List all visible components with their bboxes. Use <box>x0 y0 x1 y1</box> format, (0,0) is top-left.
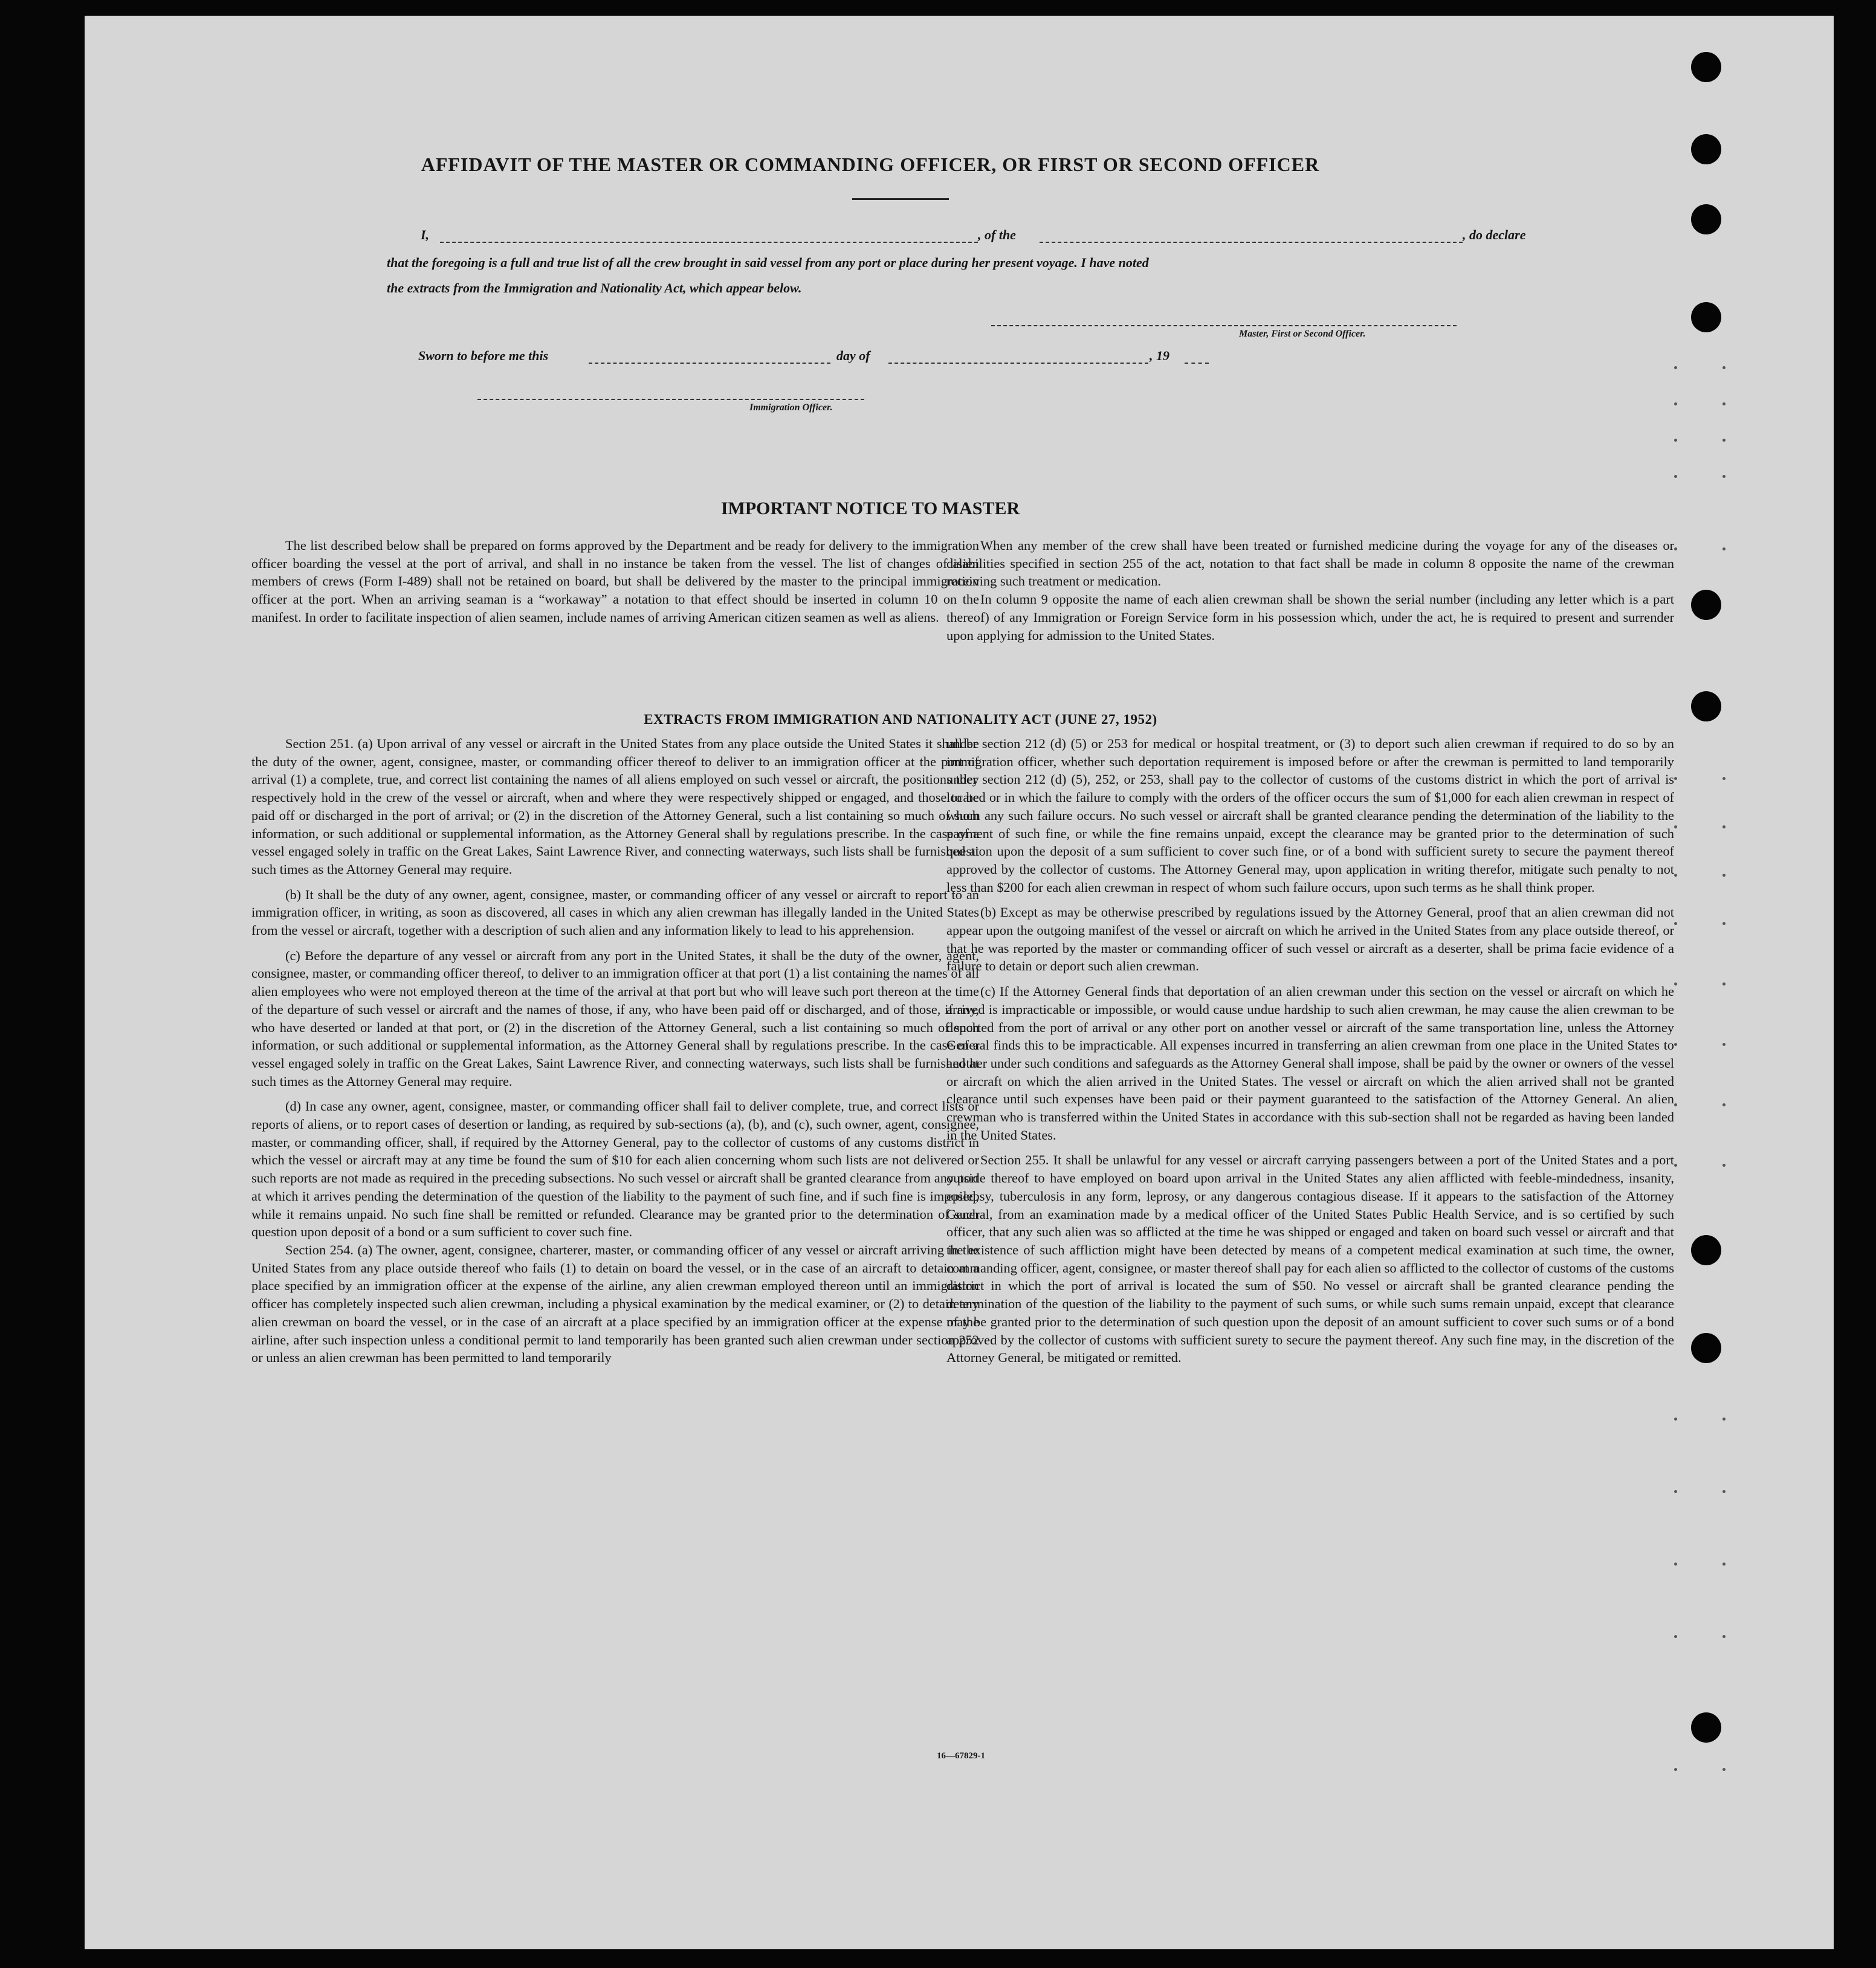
notice-left-column <box>251 537 979 627</box>
vessel-field[interactable] <box>1040 242 1463 243</box>
extracts-right-column <box>946 735 1674 1367</box>
year-label: , 19 <box>1150 348 1169 363</box>
extracts-left-column <box>251 735 979 1367</box>
day-of-label: day of <box>836 348 870 363</box>
sworn-day-field[interactable] <box>589 363 830 364</box>
title-rule <box>852 198 949 200</box>
sworn-label: Sworn to before me this <box>418 348 549 363</box>
extract-section-254c: (c) If the Attorney General finds that deportation of an alien crewman under this section on the vessel or aircraft on which he arrived is impracticable or impossible, or would cause undue hardship to such alien crewman, he may cause the alien crewman to be deported from the port of arrival or any other port on another vessel or aircraft of the same transportation line, unless the Attorney General finds this to be impracticable. All expenses incurred in transferring an alien crewman from one place in the United States to another under such conditions and safeguards as the Attorney General shall impose, shall be paid by the owner or owners of the vessel or aircraft on which the alien arrived in the United States. The vessel or aircraft on which the alien arrived shall not be granted clearance until such expenses have been paid or their payment guaranteed to the satisfaction of the Attorney General. An alien crewman who is transferred within the United States in accordance with this sub-section shall not be regarded as having been landed in the United States. <box>946 984 1674 1143</box>
notice-right-p1: When any member of the crew shall have been treated or furnished medicine during the voyage for any of the diseases or disabilities specified in section 255 of the act, notation to that fact shall be made in column 8 opposite the name of the crewman receiving such treatment or medication. <box>946 538 1674 589</box>
extract-section-254a: Section 254. (a) The owner, agent, consignee, charterer, master, or commanding officer of any vessel or aircraft arriving in the United States from any place outside thereof who fails (1) to detain on board the vessel, or in the case of an aircraft to detain at a place specified by an immigration officer at the expense of the airline, any alien crewman employed thereon until an immigration officer has completely inspected such alien crewman, including a physical examination by the medical examiner, or (2) to detain any alien crewman on board the vessel, or in the case of an aircraft at a place specified by an immigration officer at the expense of the airline, after such inspection unless a conditional permit to land temporarily has been granted such alien crewman under section 252 or unless an alien crewman has been permitted to land temporarily <box>251 1242 979 1366</box>
binder-hole <box>1691 691 1721 721</box>
extract-section-254b: (b) Except as may be otherwise prescribed by regulations issued by the Attorney General, proof that an alien crewman did not appear upon the outgoing manifest of the vessel or aircraft on which he arrived in the United States from any place outside thereof, or that he was reported by the master or commanding officer of such vessel or aircraft as a deserter, shall be prima facie evidence of a failure to detain or deport such alien crewman. <box>946 905 1674 974</box>
notice-left-text: The list described below shall be prepared on forms approved by the Department and be ready for delivery to the immigration officer boarding the vessel at the port of arrival, and shall in no instance be taken from the vessel. The list of changes of alien members of crews (Form I-489) shall not be retained on board, but shall be delivered by the master to the principal immigration officer at the port. When an arriving seaman is a “workaway” a notation to that effect should be inserted in column 10 on the manifest. In order to facilitate inspection of alien seamen, include names of arriving American citizen seamen as well as aliens. <box>251 538 979 625</box>
decl-line-2: the extracts from the Immigration and Nationality Act, which appear below. <box>387 280 802 295</box>
binder-hole <box>1691 302 1721 332</box>
decl-of-the: , of the <box>978 227 1016 242</box>
year-field[interactable] <box>1185 363 1209 364</box>
officer-caption: Immigration Officer. <box>749 402 833 413</box>
extracts-title: EXTRACTS FROM IMMIGRATION AND NATIONALITY ACT (JUNE 27, 1952) <box>644 712 1157 727</box>
form-number: 16—67829-1 <box>937 1751 985 1761</box>
decl-line-1: that the foregoing is a full and true list of all the crew brought in said vessel from any port or place during her present voyage. I have noted <box>387 255 1149 270</box>
affidavit-title: AFFIDAVIT OF THE MASTER OR COMMANDING OFFICER, OR FIRST OR SECOND OFFICER <box>421 153 1320 175</box>
master-caption: Master, First or Second Officer. <box>1239 329 1366 339</box>
binder-hole <box>1691 1235 1721 1265</box>
name-field[interactable] <box>440 242 978 243</box>
binder-hole <box>1691 52 1721 82</box>
document-page <box>85 16 1834 1949</box>
notice-title: IMPORTANT NOTICE TO MASTER <box>720 498 1020 518</box>
notice-right-column <box>946 537 1674 644</box>
decl-i: I, <box>421 227 430 242</box>
extract-section-251c: (c) Before the departure of any vessel or aircraft from any port in the United States, it shall be the duty of the owner, agent, consignee, master, or commanding officer thereof, to deliver to an immigration officer at that port (1) a list containing the names of all alien employees who were not employed thereon at the time of the arrival at that port but who will leave such port thereon at the time of the departure of such vessel or aircraft and the names of those, if any, who have been paid off or discharged, and of those, if any, who have deserted or landed at that port, or (2) in the discretion of the Attorney General, such a list containing so much of such information, or such additional or supplemental information, as the Attorney General shall by regulations prescribe. In the case of a vessel engaged solely in traffic on the Great Lakes, Saint Lawrence River, and connecting waterways, such lists shall be furnished at such times as the Attorney General may require. <box>251 947 979 1089</box>
binder-hole <box>1691 590 1721 620</box>
sworn-month-field[interactable] <box>888 363 1148 364</box>
notice-right-p2: In column 9 opposite the name of each alien crewman shall be shown the serial number (including any letter which is a part thereof) of any Immigration or Foreign Service form in his possession which, under the act, he is required to present and surrender upon applying for admission to the United States. <box>946 592 1674 643</box>
extract-section-251a: Section 251. (a) Upon arrival of any vessel or aircraft in the United States from any place outside the United States it shall be the duty of the owner, agent, consignee, master, or commanding officer thereof to deliver to an immigration officer at the port of arrival (1) a complete, true, and correct list containing the names of all aliens employed on such vessel or aircraft, the positions they respectively hold in the crew of the vessel or aircraft, when and where they were respectively shipped or engaged, and those to be paid off or discharged in the port of arrival; or (2) in the discretion of the Attorney General, such a list containing so much of such information, or such additional or supplemental information, as the Attorney General shall by regulations prescribe. In the case of a vessel engaged solely in traffic on the Great Lakes, Saint Lawrence River, and connecting waterways, such lists shall be furnished at such times as the Attorney General may require. <box>251 736 979 877</box>
extract-section-251d: (d) In case any owner, agent, consignee, master, or commanding officer shall fail to deliver complete, true, and correct lists or reports of aliens, or to report cases of desertion or landing, as required by sub-sections (a), (b), and (c), such owner, agent, consignee, master, or commanding officer, shall, if required by the Attorney General, pay to the collector of customs of any customs district in which the vessel or aircraft may at any time be found the sum of $10 for each alien concerning whom such lists are not delivered or such reports are not made as required in the preceding subsections. No such vessel or aircraft shall be granted clearance from any port at which it arrives pending the determination of the question of the liability to the payment of such fine, and if such fine is imposed, while it remains unpaid. No such fine shall be remitted or refunded. Clearance may be granted prior to the determination of such question upon deposit of a bond or a sum sufficient to cover such fine. <box>251 1099 979 1240</box>
master-signature-field[interactable] <box>991 325 1457 326</box>
binder-hole <box>1691 134 1721 164</box>
officer-signature-field[interactable] <box>477 399 864 400</box>
extract-section-251b: (b) It shall be the duty of any owner, agent, consignee, master, or commanding officer of any vessel or aircraft to report to an immigration officer, in writing, as soon as discovered, all cases in which any alien crewman has illegally landed in the United States from the vessel or aircraft, together with a description of such alien and any information likely to lead to his apprehension. <box>251 886 979 938</box>
extract-section-254a-cont: under section 212 (d) (5) or 253 for medical or hospital treatment, or (3) to deport such alien crewman if required to do so by an immigration officer, whether such deportation requirement is imposed before or after the crewman is permitted to land temporarily under section 212 (d) (5), 252, or 253, shall pay to the collector of customs of the customs district in which the port of arrival is located or in which the failure to comply with the orders of the officer occurs the sum of $1,000 for each alien crewman in respect of whom any such failure occurs. No such vessel or aircraft shall be granted clearance pending the determination of the liability to the payment of such fine, or while the fine remains unpaid, except the clearance may be granted prior to the determination of such question upon the deposit of a sum sufficient to cover such fine, or of a bond with sufficient surety to secure the payment thereof approved by the collector of customs. The Attorney General may, upon application in writing therefor, mitigate such penalty to not less than $200 for each alien crewman in respect of whom such failure occurs, upon such terms as he shall think proper. <box>946 736 1674 895</box>
decl-do-declare: , do declare <box>1463 227 1526 242</box>
extract-section-255: Section 255. It shall be unlawful for any vessel or aircraft carrying passengers between a port of the United States and a port outside thereof to have employed on board upon arrival in the United States any alien afflicted with feeble-mindedness, insanity, epilepsy, tuberculosis in any form, leprosy, or any dangerous contagious disease. If it appears to the satisfaction of the Attorney General, from an examination made by a medical officer of the United States Public Health Service, and is so certified by such officer, that any such alien was so afflicted at the time he was shipped or engaged and taken on board such vessel or aircraft and that the existence of such affliction might have been detected by means of a competent medical examination at such time, the owner, commanding officer, agent, consignee, or master thereof shall pay for each alien so afflicted to the collector of customs of the customs district in which the port of arrival is located the sum of $50. No vessel or aircraft shall be granted clearance pending the determination of the question of the liability to the payment of such sums, or while such sums remain unpaid, except that clearance may be granted prior to the determination of such question upon the deposit of an amount sufficient to cover such sums or of a bond approved by the collector of customs with sufficient surety to secure the payment thereof. Any such fine may, in the discretion of the Attorney General, be mitigated or remitted. <box>946 1152 1674 1366</box>
binder-hole <box>1691 1712 1721 1743</box>
binder-hole <box>1691 1333 1721 1363</box>
binder-hole <box>1691 204 1721 234</box>
